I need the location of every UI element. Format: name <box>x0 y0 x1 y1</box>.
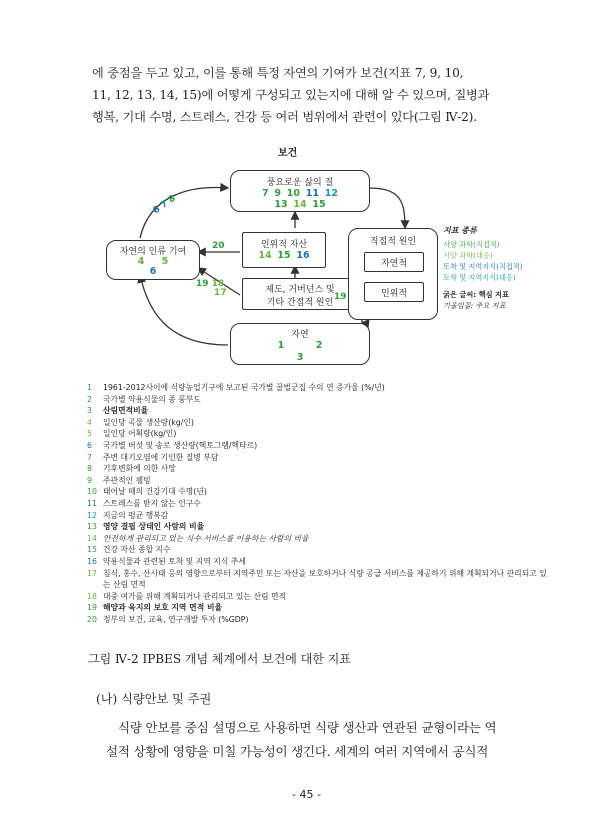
indicator-row <box>87 510 547 522</box>
indicator-text: 해양과 육지의 보호 지역 면적 비율 <box>103 603 223 613</box>
indicator-text: 태어날 때의 건강기대 수명(년) <box>103 487 207 497</box>
indicator-num: 17 <box>214 288 227 298</box>
indicator-text: 일인당 어획량(kg/인) <box>103 429 177 439</box>
indicator-row <box>87 452 547 464</box>
indicator-number: 2 <box>87 394 92 404</box>
indicator-num: 14 <box>293 199 307 210</box>
box-label: 직접적 원인 <box>369 237 417 247</box>
indicator-text: 기후변화에 의한 사망 <box>103 464 176 474</box>
indicator-text: 안전하게 관리되고 있는 식수 서비스를 이용하는 사람의 비율 <box>103 533 309 543</box>
indicator-num: 10 <box>286 188 300 199</box>
text-line: 행복, 기대 수명, 스트레스, 건강 등 여러 범위에서 관련이 있다(그림 Ⅳ-2). <box>92 110 477 124</box>
nature-box <box>230 323 370 365</box>
legend-item: 서양 과학(대응) <box>443 251 493 260</box>
box-label: 자연 <box>291 330 309 340</box>
indicator-num: 2 <box>315 340 323 351</box>
indicator-num: 4 <box>137 256 145 267</box>
arrow-label: 20 <box>212 241 225 251</box>
box-label: 인위적 자산 <box>260 240 308 250</box>
indicator-num: 7 <box>262 188 269 199</box>
indicator-text: 주변 대기오염에 기인한 질병 부담 <box>103 452 219 462</box>
indicator-number: 16 <box>87 556 97 566</box>
indicator-row <box>87 463 547 475</box>
indicator-number: 15 <box>87 545 97 555</box>
indicator-row <box>87 382 547 394</box>
indicator-num: 16 <box>296 250 310 261</box>
indicator-text: 정부의 보건, 교육, 연구개발 투자 (%GDP) <box>103 614 249 624</box>
indicator-row <box>87 475 547 487</box>
indicator-text: 국가별 약용식물의 종 풍부도 <box>103 394 201 404</box>
indicator-text: 일인당 곡물 생산량(kg/인) <box>103 417 194 427</box>
indicator-number: 13 <box>87 522 97 532</box>
indicator-text: 건강 자산 종합 지수 <box>103 545 171 555</box>
legend-bold-note: 굵은 글씨: 핵심 지표 <box>443 290 509 299</box>
indicator-row <box>87 440 547 452</box>
quality-of-life-box <box>230 170 370 212</box>
indicator-num: 1 <box>277 340 285 351</box>
indicator-text: 침식, 홍수, 산사태 등의 영향으로부터 지역주민 또는 자산을 보호하거나 식량 공급 서비스를 제공하기 위해 계획되거나 관리되고 있는 산림 면적 <box>103 568 547 590</box>
box-label: 제도, 거버넌스 및 <box>265 285 335 295</box>
box-label: 풍요로운 삶의 질 <box>266 178 334 188</box>
box-label: 자연적 <box>380 259 408 269</box>
legend-title: 지표 종류 <box>443 226 477 235</box>
bottom-paragraph <box>92 716 544 764</box>
indicator-number: 14 <box>87 533 97 543</box>
indicator-text: 주관적인 웰빙 <box>103 475 151 485</box>
indicator-row <box>87 544 547 556</box>
text-line: 설적 상황에 영향을 미칠 가능성이 생긴다. 세계의 여러 지역에서 공식적 <box>106 744 489 759</box>
page-number: - 45 - <box>292 788 321 801</box>
indicator-number: 1 <box>87 383 92 392</box>
direct-drivers-box <box>348 228 438 320</box>
arrow-label <box>196 280 227 298</box>
indicator-num: 8 <box>166 193 178 206</box>
indicator-num: 5 <box>161 256 169 267</box>
anthro-indicator-row <box>243 250 325 261</box>
indicator-row <box>87 405 547 417</box>
indicator-row <box>87 521 547 533</box>
legend-item: 토착 및 지역지식(직접적) <box>443 262 523 271</box>
indicator-number: 3 <box>87 406 92 416</box>
natural-driver-box <box>364 252 424 272</box>
indicator-text: 대중 여가를 위해 계획되거나 관리되고 있는 산림 면적 <box>103 591 287 601</box>
indicator-row <box>87 602 547 614</box>
figure-caption: 그림 Ⅳ-2 IPBES 개념 체계에서 보건에 대한 지표 <box>88 652 351 666</box>
indicator-num: 13 <box>274 199 288 210</box>
indicator-row <box>87 533 547 545</box>
legend <box>443 225 523 311</box>
indicator-text: 약용식물과 관련된 토착 및 지역 지식 추세 <box>103 556 246 566</box>
indicator-num: 14 <box>258 250 272 261</box>
indicator-num: 9 <box>274 188 282 199</box>
box-label: 인위적 <box>380 289 408 299</box>
indicator-row <box>87 428 547 440</box>
qol-indicator-row <box>231 199 369 210</box>
indicator-number: 19 <box>87 603 97 613</box>
indicator-number: 12 <box>87 510 97 520</box>
indicator-text: 1961-2012사이에 식량농업기구에 보고된 국가별 꿀벌군집 수의 연 증가율 (%/년) <box>103 383 385 392</box>
indicator-num: 15 <box>312 199 326 210</box>
indicator-text: 국가별 버섯 및 송로 생산량(헥토그램/헥타르) <box>103 440 258 450</box>
indicator-number: 9 <box>87 475 92 485</box>
nature-indicator-row <box>231 340 369 352</box>
indicator-number: 6 <box>87 440 92 450</box>
indicator-number: 5 <box>87 429 92 439</box>
box-label: 기타 간접적 원인 <box>266 298 334 308</box>
indicator-number: 10 <box>87 487 97 497</box>
indicator-row <box>87 614 547 626</box>
indicator-number: 17 <box>87 568 97 578</box>
indicator-row <box>87 417 547 429</box>
text-line: 11, 12, 13, 14, 15)에 어떻게 구성되고 있는지에 대해 알 수 있으며, 질병과 <box>92 88 490 102</box>
indicator-row <box>87 394 547 406</box>
indicator-list <box>87 382 547 625</box>
indicator-num: 12 <box>324 188 338 199</box>
indicator-num: 3 <box>296 352 304 363</box>
indicator-row <box>87 498 547 510</box>
indicator-row <box>87 568 547 591</box>
indicator-num: 6 <box>151 204 163 217</box>
indicator-num: 15 <box>277 250 291 261</box>
legend-italic-note: 기울임꼴: 주요 지표 <box>443 301 506 310</box>
indicator-number: 20 <box>87 614 97 624</box>
top-paragraph <box>92 62 542 128</box>
indicator-number: 18 <box>87 591 97 601</box>
indicator-number: 4 <box>87 417 92 427</box>
nature-indicator-row <box>231 352 369 364</box>
box-label: 자연의 인류 기여 <box>119 247 187 257</box>
anthropogenic-assets-box <box>242 232 326 268</box>
indicator-number: 7 <box>87 452 92 462</box>
diagram-title: 보건 <box>278 148 298 159</box>
indicator-number: 8 <box>87 464 92 474</box>
nature-contribution-box <box>106 240 200 280</box>
indicator-text: 영양 결핍 상태인 사람의 비율 <box>103 522 205 532</box>
legend-item: 토착 및 지역지식(대응) <box>443 273 516 282</box>
indicator-row <box>87 486 547 498</box>
indicator-num: 6 <box>149 266 157 277</box>
indicator-number: 11 <box>87 498 97 508</box>
text-line: 식량 안보를 중심 설명으로 사용하면 식량 생산과 연관된 균형이라는 역 <box>118 720 497 735</box>
text-line: 에 중점을 두고 있고, 이를 통해 특정 자연의 기여가 보건(지표 7, 9, 10, <box>92 66 464 80</box>
section-subheading: (나) 식량안보 및 주권 <box>96 692 212 706</box>
human-driver-box <box>364 282 424 302</box>
arrow-label: 19 <box>334 292 347 302</box>
indicator-num: 18 <box>211 279 225 289</box>
indicator-num: 19 <box>196 279 209 289</box>
indicator-row <box>87 591 547 603</box>
indicator-text: 스트레스를 받지 않는 인구수 <box>103 498 201 508</box>
qol-indicator-row <box>231 188 369 199</box>
indicator-num: 7 <box>159 199 170 211</box>
ncp-indicator-row <box>107 267 199 277</box>
indicator-text: 지금의 평균 행복감 <box>103 510 169 520</box>
indicator-row <box>87 556 547 568</box>
indicator-text: 산림면적비율 <box>103 406 149 416</box>
indicator-num: 11 <box>305 188 319 199</box>
legend-item: 서양 과학(직접적) <box>443 240 500 249</box>
